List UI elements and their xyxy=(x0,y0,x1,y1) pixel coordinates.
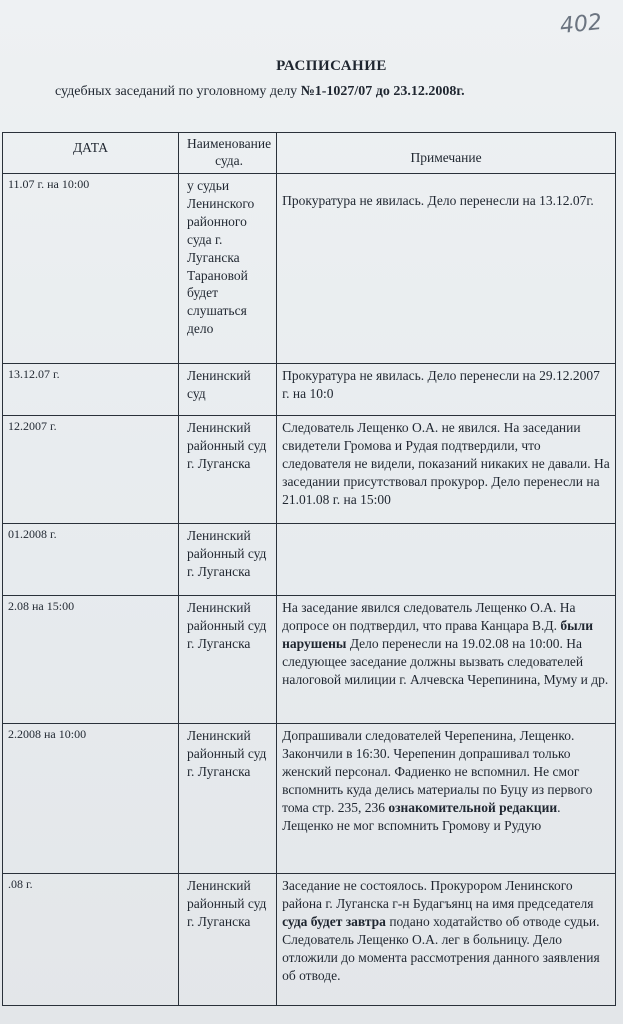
cell-court: Ленинский районный суд г. Луганска xyxy=(179,523,277,595)
document-title: РАСПИСАНИЕ xyxy=(276,58,387,74)
cell-note xyxy=(277,523,616,595)
note-emphasis: суда будет завтра xyxy=(282,913,386,929)
note-emphasis: ознакомительной редакции xyxy=(388,799,558,815)
table-row xyxy=(3,415,616,523)
cell-note xyxy=(277,595,616,723)
note-text: Допрашивали следователей Черепенина, Лещенко. Закончили в 16:30. Черепенин допрашивал только женский персонал. Фадиенко не вспомнил. Не смог вспомнить куда делись материалы по Буцу из первого тома стр. 235, 236 xyxy=(282,727,593,815)
note-text: Дело перенесли на 19.02.08 на 10:00. На следующее заседание должны вызвать следователей налоговой милиции г. Алчевска Черепинина, Муму и др. xyxy=(282,635,609,687)
cell-note xyxy=(277,363,616,415)
cell-note xyxy=(277,723,616,873)
subtitle-prefix: судебных заседаний по уголовному делу xyxy=(55,84,301,99)
cell-date: 2.2008 на 10:00 xyxy=(3,723,179,873)
cell-note xyxy=(277,173,616,363)
header-date: ДАТА xyxy=(3,133,179,174)
table-row xyxy=(3,595,616,723)
document-subtitle xyxy=(55,84,465,100)
note-text: Прокуратура не явилась. Дело перенесли на 29.12.2007 г. на 10:0 xyxy=(282,367,600,401)
schedule-table xyxy=(2,132,616,1006)
note-text: Прокуратура не явилась. Дело перенесли на 13.12.07г. xyxy=(282,192,594,208)
table-header-row xyxy=(3,133,616,174)
table-row xyxy=(3,173,616,363)
cell-court: у судьи Ленинского районного суда г. Луганска Тарановой будет слушаться дело xyxy=(179,173,277,363)
cell-court: Ленинский районный суд г. Луганска xyxy=(179,873,277,1005)
case-number: №1-1027/07 до 23.12.2008г. xyxy=(300,84,465,99)
note-emphasis: были нарушены xyxy=(282,617,593,651)
cell-date: 13.12.07 г. xyxy=(3,363,179,415)
cell-date: 12.2007 г. xyxy=(3,415,179,523)
cell-date: 01.2008 г. xyxy=(3,523,179,595)
note-text: подано ходатайство об отводе судьи. Следователь Лещенко О.А. лег в больницу. Дело отложили до момента рассмотрения данного заявления об отводе. xyxy=(282,913,600,983)
note-text: Следователь Лещенко О.А. не явился. На заседании свидетели Громова и Рудая подтвердили, что следователя не видели, показаний никаких не давали. На заседании присутствовал прокурор. Дело перенесли на 21.01.08 г. на 15:00 xyxy=(282,419,610,507)
note-text: Заседание не состоялось. Прокурором Ленинского района г. Луганска г-н Будагъянц на имя председателя xyxy=(282,877,594,911)
note-text: . Лещенко не мог вспомнить Громову и Рудую xyxy=(282,799,561,833)
cell-date: .08 г. xyxy=(3,873,179,1005)
table-row xyxy=(3,873,616,1005)
schedule-rows xyxy=(3,173,616,1005)
cell-court: Ленинский суд xyxy=(179,363,277,415)
table-row xyxy=(3,363,616,415)
header-court: Наименование суда. xyxy=(179,133,277,174)
table-row xyxy=(3,723,616,873)
page-number: 402 xyxy=(558,9,604,40)
cell-note xyxy=(277,415,616,523)
cell-court: Ленинский районный суд г. Луганска xyxy=(179,415,277,523)
cell-date: 2.08 на 15:00 xyxy=(3,595,179,723)
cell-court: Ленинский районный суд г. Луганска xyxy=(179,595,277,723)
table-row xyxy=(3,523,616,595)
cell-court: Ленинский районный суд г. Луганска xyxy=(179,723,277,873)
note-text: На заседание явился следователь Лещенко О.А. На допросе он подтвердил, что права Канцара В.Д. xyxy=(282,599,576,633)
header-note: Примечание xyxy=(277,133,616,174)
cell-date: 11.07 г. на 10:00 xyxy=(3,173,179,363)
cell-note xyxy=(277,873,616,1005)
